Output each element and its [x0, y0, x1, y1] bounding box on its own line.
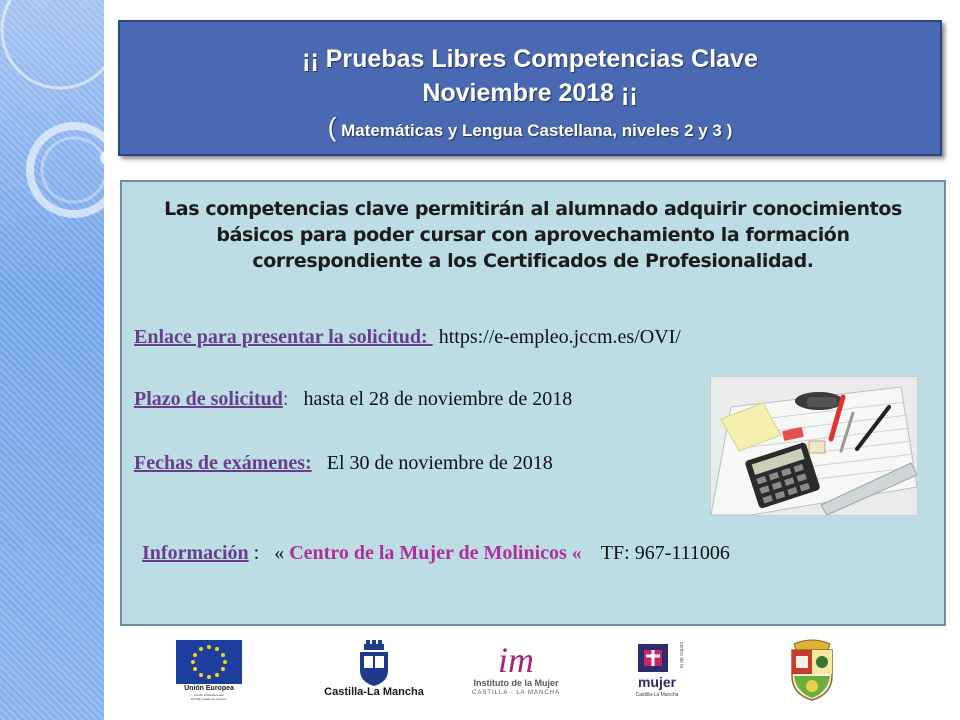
- molinicos-coat-of-arms: [784, 636, 840, 702]
- cm-sub-text: Castilla-La Mancha: [635, 692, 679, 698]
- phone-number: TF: 967-111006: [600, 542, 730, 564]
- informacion-separator: : «: [248, 542, 290, 564]
- intro-line-1: Las competencias clave permitirán al alumnado adquirir conocimientos: [164, 198, 902, 220]
- fechas-row: [134, 452, 553, 475]
- castle-crest-icon: [326, 640, 422, 686]
- fechas-label: Fechas de exámenes:: [134, 452, 312, 474]
- subtitle-close-paren: ): [726, 121, 733, 140]
- eu-sub-1: Fondo Social Europeo: [194, 693, 224, 697]
- im-caption-2: CASTILLA · LA MANCHA: [471, 690, 561, 696]
- enlace-url[interactable]: https://e-empleo.jccm.es/OVI/: [438, 326, 681, 348]
- intro-line-3: correspondiente a los Certificados de Profesionalidad.: [252, 250, 814, 272]
- informacion-label: Información: [142, 542, 249, 564]
- cm-main-text: mujer: [637, 674, 677, 690]
- stationery-photo: [710, 376, 918, 516]
- title-line-1: ¡¡ Pruebas Libres Competencias Clave: [302, 45, 758, 73]
- title-line-2: Noviembre 2018 ¡¡: [422, 79, 638, 107]
- svg-text:im: im: [498, 640, 534, 678]
- title-banner: [118, 20, 942, 156]
- subtitle-open-paren: (: [327, 112, 337, 142]
- subtitle-line: [120, 112, 940, 146]
- clm-caption: Castilla-La Mancha: [324, 686, 424, 698]
- plazo-separator: :: [282, 388, 289, 410]
- eu-sub-2: El FSE invierte en tu futuro: [191, 697, 227, 701]
- castilla-la-mancha-logo: [326, 640, 422, 702]
- content-panel: [120, 180, 946, 626]
- eu-title: Unión Europea: [184, 685, 234, 692]
- eu-flag-icon: [176, 640, 242, 684]
- eu-logo: [176, 640, 242, 700]
- enlace-row: [134, 326, 681, 349]
- coat-of-arms-icon: [784, 636, 840, 702]
- plazo-label: Plazo de solicitud: [134, 388, 283, 410]
- plazo-value: hasta el 28 de noviembre de 2018: [303, 388, 573, 410]
- intro-text: [142, 196, 924, 274]
- fechas-value: El 30 de noviembre de 2018: [326, 452, 553, 474]
- plazo-row: [134, 388, 572, 411]
- im-caption-1: Instituto de la Mujer: [473, 678, 559, 688]
- centro-mujer-logo: [624, 640, 690, 704]
- intro-line-2: básicos para poder cursar con aprovechamiento la formación: [216, 224, 850, 246]
- centro-name: Centro de la Mujer de Molinicos «: [289, 542, 582, 564]
- instituto-mujer-logo: [464, 638, 568, 702]
- subtitle-text: Matemáticas y Lengua Castellana, niveles 2 y 3: [336, 121, 727, 140]
- im-monogram-icon: [464, 638, 568, 678]
- enlace-label: Enlace para presentar la solicitud:: [134, 326, 433, 348]
- cm-top-text: centro de la: [678, 642, 684, 669]
- informacion-row: [142, 542, 730, 565]
